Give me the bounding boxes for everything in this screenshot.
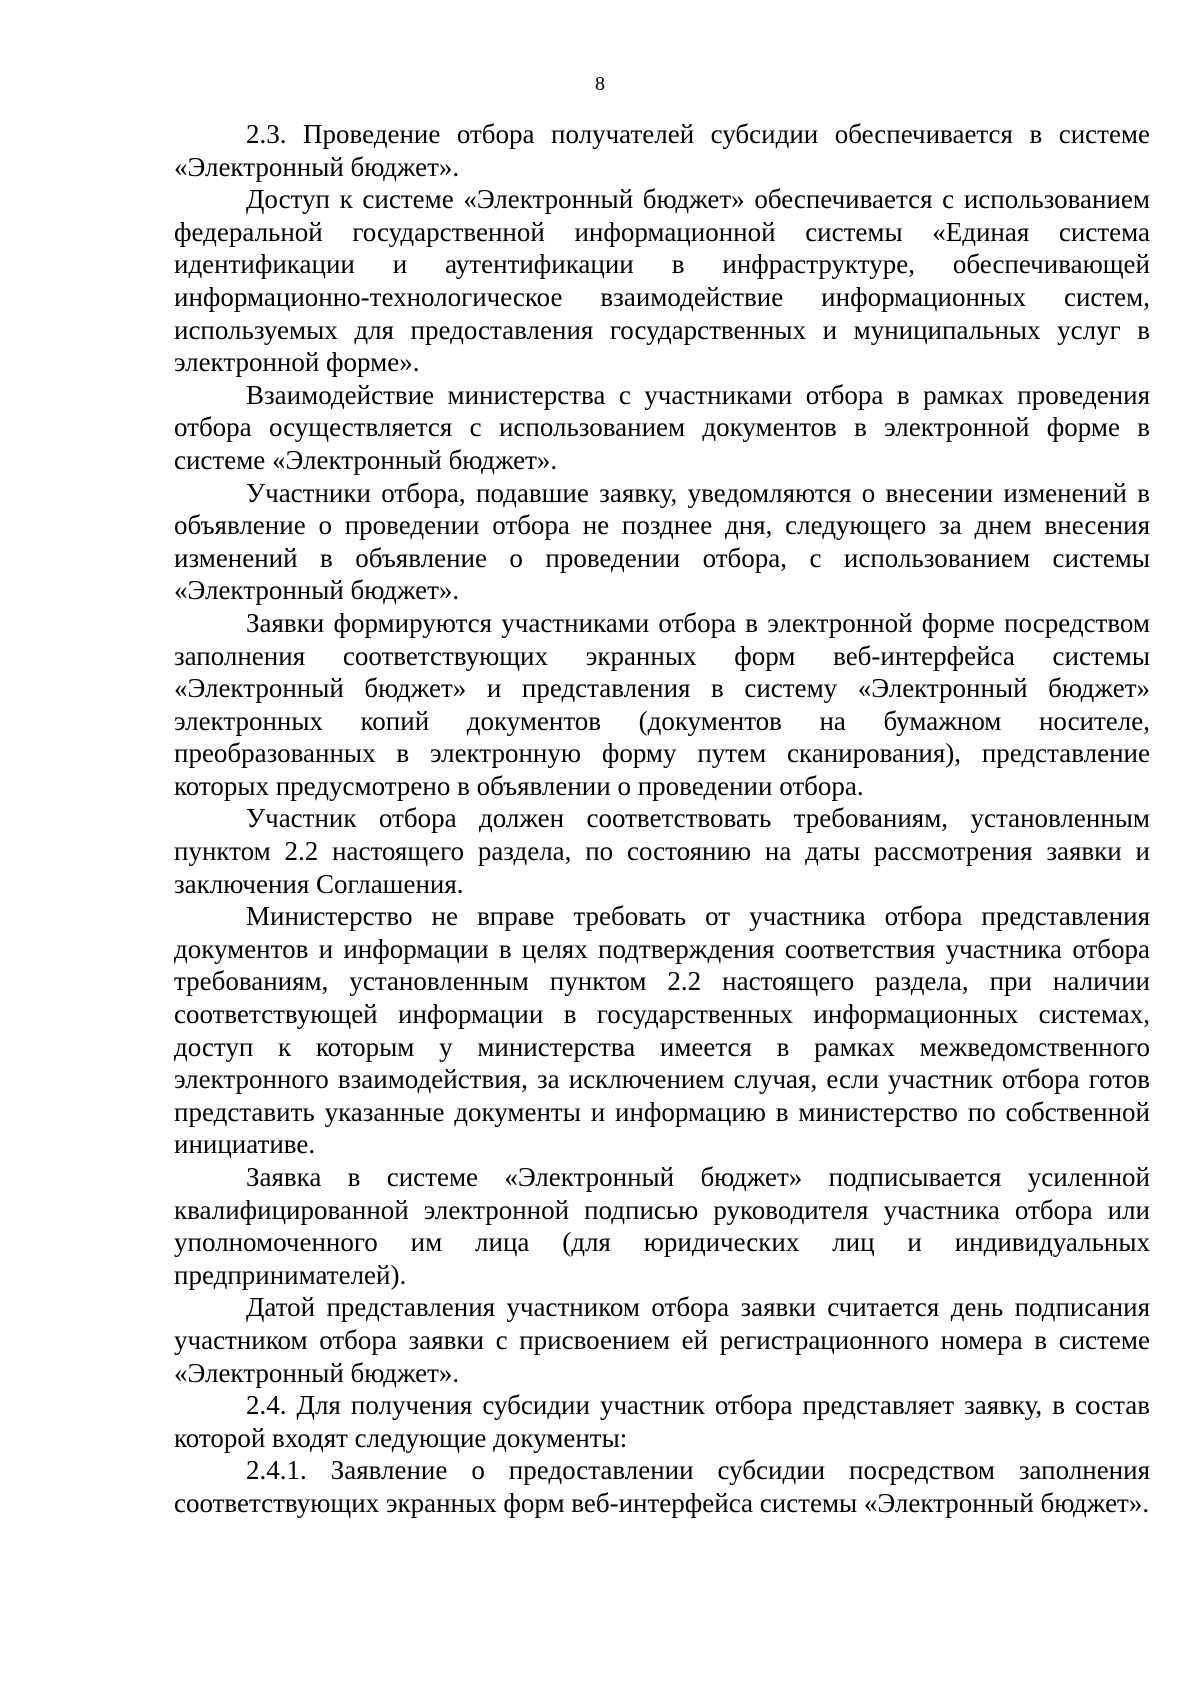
paragraph-interaction: Взаимодействие министерства с участниками отбора в рамках проведения отбора осуществляется с использованием документов в электронной форме в системе «Электронный бюджет».: [174, 379, 1150, 475]
paragraph-2-4-1: 2.4.1. Заявление о предоставлении субсидии посредством заполнения соответствующих экранных форм веб-интерфейса системы «Электронный бюджет».: [174, 1455, 1150, 1518]
paragraph-access: Доступ к системе «Электронный бюджет» обеспечивается с использованием федеральной государственной информационной системы «Единая система идентификации и аутентификации в инфраструктуре, обеспечивающей информационно-технологическое взаимодействие информационных систем, используемых для предоставления государственных и муниципальных услуг в электронной форме».: [174, 184, 1150, 378]
paragraph-2-4: 2.4. Для получения субсидии участник отбора представляет заявку, в состав которой входят следующие документы:: [174, 1390, 1150, 1453]
paragraph-signature: Заявка в системе «Электронный бюджет» подписывается усиленной квалифицированной электронной подписью руководителя участника отбора или уполномоченного им лица (для юридических лиц и индивидуальных предпринимателей).: [174, 1162, 1150, 1290]
paragraph-requirements: Участник отбора должен соответствовать требованиям, установленным пунктом 2.2 настоящего раздела, по состоянию на даты рассмотрения заявки и заключения Соглашения.: [174, 803, 1150, 899]
document-body: [174, 118, 1150, 1520]
paragraph-applications: Заявки формируются участниками отбора в электронной форме посредством заполнения соответствующих экранных форм веб-интерфейса системы «Электронный бюджет» и представления в систему «Электронный бюджет» электронных копий документов (документов на бумажном носителе, преобразованных в электронную форму путем сканирования), представление которых предусмотрено в объявлении о проведении отбора.: [174, 607, 1150, 801]
paragraph-submission-date: Датой представления участником отбора заявки считается день подписания участником отбора заявки с присвоением ей регистрационного номера в системе «Электронный бюджет».: [174, 1292, 1150, 1388]
paragraph-2-3: 2.3. Проведение отбора получателей субсидии обеспечивается в системе «Электронный бюджет».: [174, 119, 1150, 182]
page-number: 8: [595, 73, 605, 95]
paragraph-ministry: Министерство не вправе требовать от участника отбора представления документов и информации в целях подтверждения соответствия участника отбора требованиям, установленным пунктом 2.2 настоящего раздела, при наличии соответствующей информации в государственных информационных системах, доступ к которым у министерства имеется в рамках межведомственного электронного взаимодействия, за исключением случая, если участник отбора готов представить указанные документы и информацию в министерство по собственной инициативе.: [174, 901, 1150, 1160]
paragraph-notification: Участники отбора, подавшие заявку, уведомляются о внесении изменений в объявление о проведении отбора не позднее дня, следующего за днем внесения изменений в объявление о проведении отбора, с использованием системы «Электронный бюджет».: [174, 477, 1150, 606]
